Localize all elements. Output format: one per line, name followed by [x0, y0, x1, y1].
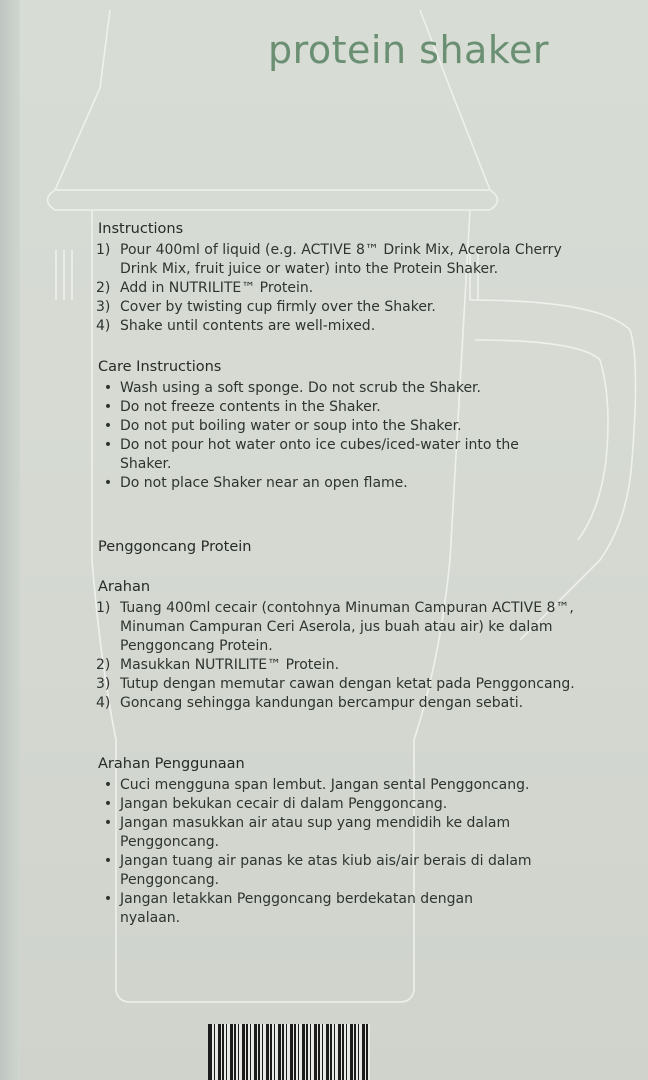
bullet-icon: • — [103, 853, 113, 869]
step-number: 1) — [96, 242, 111, 258]
malay-instructions — [96, 578, 576, 713]
step-text: Tutup dengan memutar cawan dengan ketat pada Penggoncang. — [120, 676, 575, 692]
arahan-heading: Arahan — [98, 579, 151, 595]
step-item — [96, 675, 576, 694]
malay-steps-list — [96, 599, 576, 713]
english-steps-list — [96, 241, 566, 336]
care-item — [96, 795, 536, 814]
care-item — [96, 417, 526, 436]
step-number: 4) — [96, 318, 111, 334]
care-text: Wash using a soft sponge. Do not scrub the Shaker. — [120, 380, 481, 396]
care-text: Jangan bekukan cecair di dalam Penggoncang. — [120, 796, 448, 812]
step-text: Cover by twisting cup firmly over the Shaker. — [120, 299, 436, 315]
step-text: Shake until contents are well-mixed. — [120, 318, 376, 334]
bullet-icon: • — [103, 475, 113, 491]
english-care-list — [96, 379, 526, 493]
bullet-icon: • — [103, 437, 113, 453]
care-item — [96, 890, 536, 928]
english-care — [96, 358, 526, 493]
care-item — [96, 474, 526, 493]
care-item — [96, 814, 536, 852]
english-instructions — [96, 220, 566, 336]
care-item — [96, 436, 526, 474]
bullet-icon: • — [103, 796, 113, 812]
malay-care-list — [96, 776, 536, 928]
care-text: Jangan tuang air panas ke atas kiub ais/air berais di dalam Penggoncang. — [120, 853, 532, 888]
care-item — [96, 776, 536, 795]
care-text: Do not freeze contents in the Shaker. — [120, 399, 381, 415]
care-text: Do not put boiling water or soup into the Shaker. — [120, 418, 462, 434]
step-number: 1) — [96, 600, 111, 616]
bullet-icon: • — [103, 891, 113, 907]
step-text: Goncang sehingga kandungan bercampur dengan sebati. — [120, 695, 524, 711]
bullet-icon: • — [103, 777, 113, 793]
step-number: 3) — [96, 676, 111, 692]
step-text: Add in NUTRILITE™ Protein. — [120, 280, 314, 296]
step-item — [96, 656, 576, 675]
step-number: 2) — [96, 280, 111, 296]
step-item — [96, 317, 566, 336]
arahan-penggunaan-heading: Arahan Penggunaan — [98, 756, 245, 772]
step-item — [96, 298, 566, 317]
malay-title-block — [96, 538, 576, 559]
step-number: 2) — [96, 657, 111, 673]
instructions-heading: Instructions — [98, 221, 184, 237]
page-title: protein shaker — [268, 28, 549, 72]
care-text: Do not pour hot water onto ice cubes/iced-water into the Shaker. — [120, 437, 519, 472]
step-item — [96, 599, 576, 656]
care-text: Cuci mengguna span lembut. Jangan sental Penggoncang. — [120, 777, 530, 793]
bullet-icon: • — [103, 815, 113, 831]
step-item — [96, 241, 566, 279]
malay-care — [96, 755, 536, 928]
barcode — [208, 1024, 370, 1080]
step-text: Masukkan NUTRILITE™ Protein. — [120, 657, 340, 673]
step-text: Tuang 400ml cecair (contohnya Minuman Campuran ACTIVE 8™, Minuman Campuran Ceri Aserola, jus buah atau air) ke dalam Penggoncang Protein. — [120, 600, 574, 654]
step-text: Pour 400ml of liquid (e.g. ACTIVE 8™ Drink Mix, Acerola Cherry Drink Mix, fruit juice or water) into the Protein Shaker. — [120, 242, 562, 277]
bullet-icon: • — [103, 399, 113, 415]
step-number: 4) — [96, 695, 111, 711]
step-item — [96, 694, 576, 713]
step-number: 3) — [96, 299, 111, 315]
care-item — [96, 398, 526, 417]
care-text: Jangan masukkan air atau sup yang mendidih ke dalam Penggoncang. — [120, 815, 511, 850]
care-text: Do not place Shaker near an open flame. — [120, 475, 408, 491]
bullet-icon: • — [103, 418, 113, 434]
care-item — [96, 379, 526, 398]
malay-title: Penggoncang Protein — [98, 539, 252, 555]
step-item — [96, 279, 566, 298]
care-item — [96, 852, 536, 890]
care-text: Jangan letakkan Penggoncang berdekatan dengan nyalaan. — [120, 891, 473, 926]
bullet-icon: • — [103, 380, 113, 396]
care-heading: Care Instructions — [98, 359, 222, 375]
